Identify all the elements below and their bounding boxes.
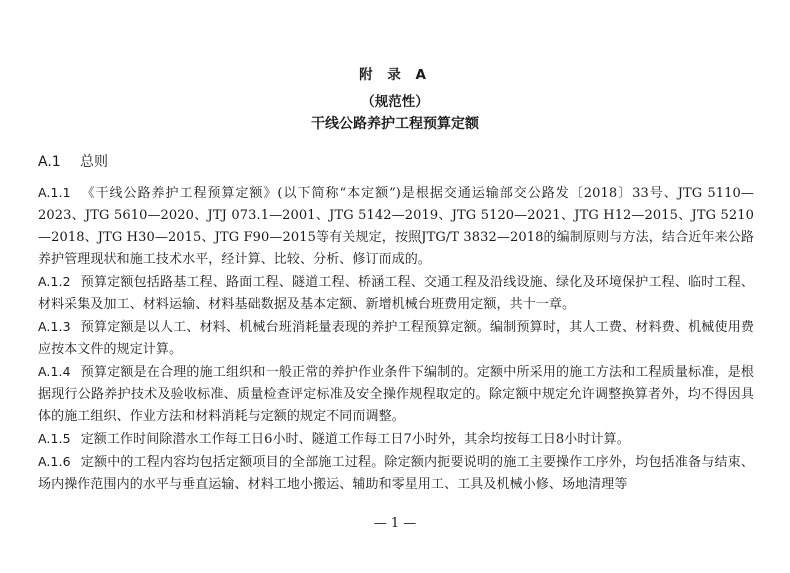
clause-a-1-6 [38,451,754,496]
page-number: — 1 — [373,516,417,531]
document-body [38,182,754,496]
clause-a-1-2 [38,271,754,316]
clause-text: 预算定额是在合理的施工组织和一般正常的养护作业条件下编制的。定额中所采用的施工方法和工程质量标准，是根据现行公路养护技术及验收标准、质量检查评定标准及安全操作规程取定的。除定额中规定允许调整换算者外，均不得因具体的施工组织、作业方法和材料消耗与定额的规定不同而调整。 [38,365,754,424]
clause-text: 预算定额是以人工、材料、机械台班消耗量表现的养护工程预算定额。编制预算时，其人工费、材料费、机械使用费应按本文件的规定计算。 [38,320,754,357]
clause-number: A.1.5 [38,431,71,446]
clause-number: A.1.3 [38,319,71,334]
clause-text: 《干线公路养护工程预算定额》(以下简称“本定额”)是根据交通运输部交公路发〔2018〕33号、JTG 5110—2023、JTG 5610—2020、JTJ 073.1—2001、JTG 5142—2019、JTG 5120—2021、JTG H12—2015、JTG 5210—2018、JTG H30—2015、JTG F90—2015等有关规定，按照JTG/T 3832—2018的编制原则与方法，结合近年来公路养护管理现状和施工技术水平，经计算、比较、分析、修订而成的。 [38,186,754,267]
section-number: A.1 [38,154,61,170]
clause-text: 预算定额包括路基工程、路面工程、隧道工程、桥涵工程、交通工程及沿线设施、绿化及环境保护工程、临时工程、材料采集及加工、材料运输、材料基础数据及基本定额、新增机械台班费用定额，共十一章。 [38,275,754,312]
clause-number: A.1.6 [38,454,71,469]
clause-number: A.1.2 [38,274,71,289]
clause-a-1-5 [38,428,754,451]
section-heading [38,151,108,171]
document-title: 干线公路养护工程预算定额 [311,116,479,132]
normative-label: （规范性） [361,94,429,110]
clause-text: 定额中的工程内容均包括定额项目的全部施工过程。除定额内扼要说明的施工主要操作工序外，均包括准备与结束、场内操作范围内的水平与垂直运输、材料工地小搬运、辅助和零星用工、工具及机械小修、场地清理等 [38,455,754,492]
clause-a-1-4 [38,361,754,428]
clause-a-1-1 [38,182,754,271]
section-title: 总则 [80,154,108,170]
clause-number: A.1.1 [38,185,71,200]
clause-a-1-3 [38,316,754,361]
appendix-title: 附 录 A [359,67,431,83]
clause-text: 定额工作时间除潜水工作每工日6小时、隧道工作每工日7小时外，其余均按每工日8小时计算。 [80,432,630,447]
clause-number: A.1.4 [38,364,71,379]
